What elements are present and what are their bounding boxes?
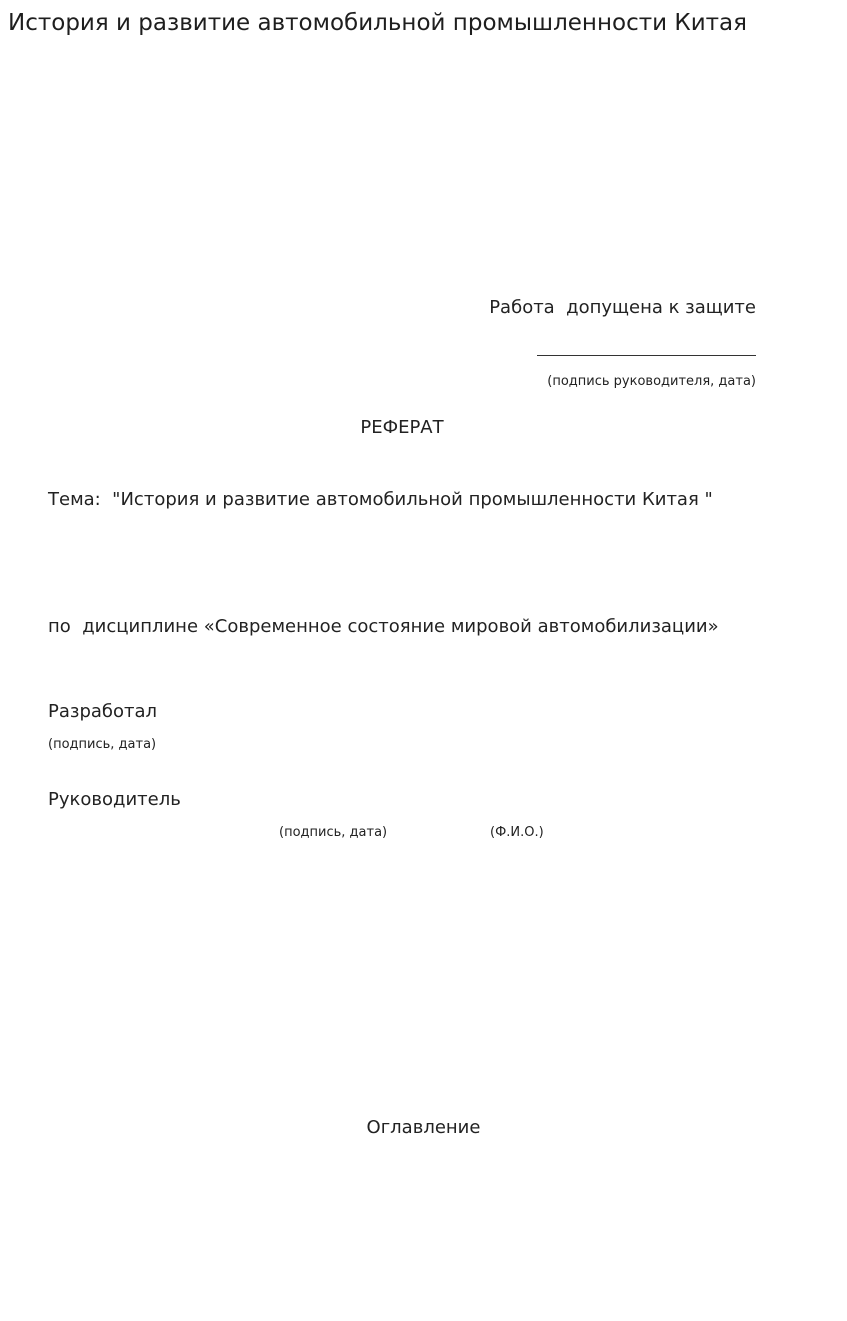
topic-line: Тема: "История и развитие автомобильной промышленности Китая ": [48, 489, 713, 510]
discipline-line: по дисциплине «Современное состояние мировой автомобилизации»: [48, 616, 719, 637]
developer-label: Разработал: [48, 701, 158, 722]
page-title: История и развитие автомобильной промышленности Китая: [8, 10, 747, 36]
supervisor-label: Руководитель: [48, 789, 181, 810]
table-of-contents-heading: Оглавление: [366, 1117, 481, 1138]
supervisor-name-caption: (Ф.И.О.): [490, 825, 544, 840]
approval-text: Работа допущена к защите: [489, 297, 756, 318]
document-type-heading: РЕФЕРАТ: [360, 417, 444, 438]
supervisor-sign-date-caption: (подпись, дата): [279, 825, 388, 840]
supervisor-signature-caption: (подпись руководителя, дата): [547, 374, 756, 389]
developer-signature-caption: (подпись, дата): [48, 737, 157, 752]
supervisor-signature-line: [537, 355, 756, 356]
